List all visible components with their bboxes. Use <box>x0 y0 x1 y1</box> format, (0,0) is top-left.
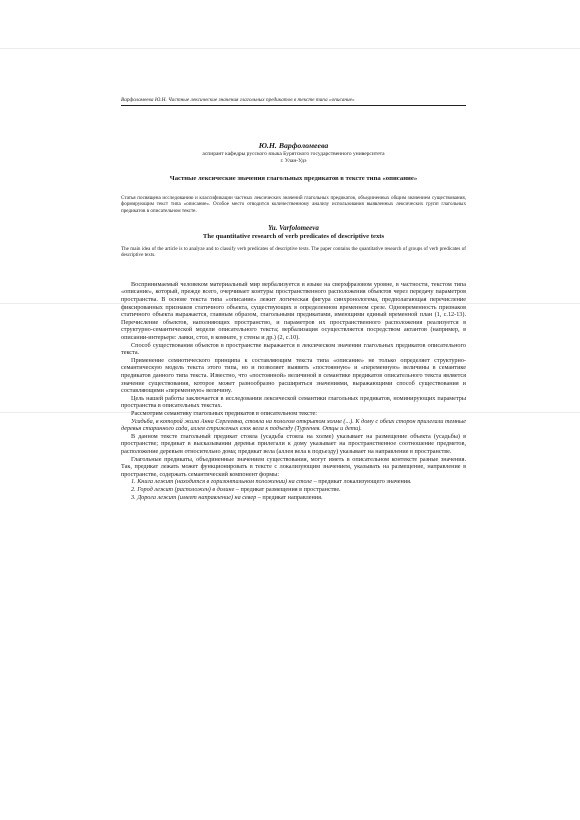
article-title-ru: Частные лексические значения глагольных предикатов в тексте типа «описание» <box>169 175 418 183</box>
author-name-en: Yu. Varfolomeeva <box>268 224 319 233</box>
article-body <box>121 281 466 501</box>
body-paragraph: В данном тексте глагольный предикат стояла (усадьба стояла на холме) указывает на размещение объекта (усадьбы) в пространстве; предикат в высказывании деревья прилегали к дому указывает на пространственное соотношение предметов, расположение деревьев относительно дома; предикат вела (аллея вела к подъезду) указывает на направление в пространстве. <box>121 432 466 455</box>
list-item <box>121 478 466 486</box>
list-item <box>121 494 466 502</box>
list-explanation: – предикат локализующего значения. <box>312 478 412 486</box>
author-name: Ю.Н. Варфоломеева <box>258 141 329 150</box>
body-paragraph: Глагольные предикаты, объединенные значением существования, могут иметь в описательном контексте разные значения. Так, предикат лежать может функционировать в тексте с локализующим значением, указывать на размещение, направление в пространстве, содержать семантический компонент формы: <box>121 455 466 478</box>
body-paragraph: Цель нашей работы заключается в исследовании лексической семантики глагольных предикатов, номинирующих параметры пространства в описательных текстах. <box>121 394 466 410</box>
body-paragraph: Воспринимаемый человеком материальный мир вербализуется в языке на сверхфразовом уровне, в частности, текстом типа «описание», который, прежде всего, очерчивает контуры пространственного расположения объектов через передачу параметров пространства. В основе текста типа «описание» лежит логическая фигура синхронологема, предполагающая перечисление фиксированных признаков статичного объекта, существующих в определенном временном срезе. Одновременность признаков статичного объекта выражается, главным образом, глагольными предикатами, имеющими единый временной план (1, с.12-13). Перечисление объектов, наполняющих пространство, и параметров их пространственного расположения реализуется в структурно-семантической модели описательного текста; вербализация осуществляется посредством актантов (например, в описании-интерьере: лавки, стол, в комнате, у стены и др.) (2, с.10). <box>121 280 466 342</box>
running-header: Варфоломеева Ю.Н. Частные лексические значения глагольных предикатов в тексте типа «описание» <box>121 97 466 106</box>
list-example: 1. Книга лежит (находится в горизонтальном положении) на столе <box>131 478 313 486</box>
abstract-en: The main idea of the article is to analyze and to classify verb predicates of descriptive texts. The paper contains the quantitative research of groups of verb predicates of descriptive texts. <box>121 246 466 259</box>
list-explanation: – предикат размещения в пространстве. <box>234 485 341 493</box>
article-title-en: The quantitative research of verb predicates of descriptive texts <box>202 233 385 241</box>
affiliation-city: г. Улан-Удэ <box>280 157 307 164</box>
paper-page <box>121 97 466 501</box>
list-explanation: – предикат направления. <box>256 493 323 501</box>
affiliation-line: аспирант кафедры русского языка Бурятского государственного университета <box>202 151 385 157</box>
scan-edge-top <box>0 48 580 49</box>
body-paragraph: Рассмотрим семантику глагольных предикатов в описательном тексте: <box>131 409 317 417</box>
example-quote: Усадьба, в которой жила Анна Сергеевна, стояла на пологом открытом холме (...). К дому с обеих сторон прилегали темные деревья старинного сада, аллея стриженых елок вела к подъезду (Тургенев. Отцы и дети). <box>121 417 466 433</box>
author-affiliation <box>121 151 466 164</box>
list-example: 2. Город лежит (расположен) в долине <box>131 485 235 493</box>
list-example: 3. Дорога лежит (имеет направление) на север <box>131 493 257 501</box>
body-paragraph: Применение семиотического принципа к составляющим текста типа «описание» не только определяет структурно-семантическую модель текста этого типа, но и позволяет выявить «постоянную» и «переменную» величины в семантике предикатов данного типа текста. Известно, что «постоянной» величиной в семантике предикатов описательного текста является значение существования, которое может разнообразно расширяться значениями, выражающими способ существования и составляющими «переменную» величину. <box>121 356 466 395</box>
body-paragraph: Способ существования объектов в пространстве выражается в лексическом значении глагольных предикатов описательного текста. <box>121 341 466 357</box>
abstract-ru: Статья посвящена исследованию и классификации частных лексических значений глагольных предикатов, объединенных общим значением существования, формирующим текст типа «описание». Особое место отводится количественному анализу использования выявленных лексических групп глагольных предикатов в описательном тексте. <box>121 195 466 214</box>
list-item <box>121 486 466 494</box>
